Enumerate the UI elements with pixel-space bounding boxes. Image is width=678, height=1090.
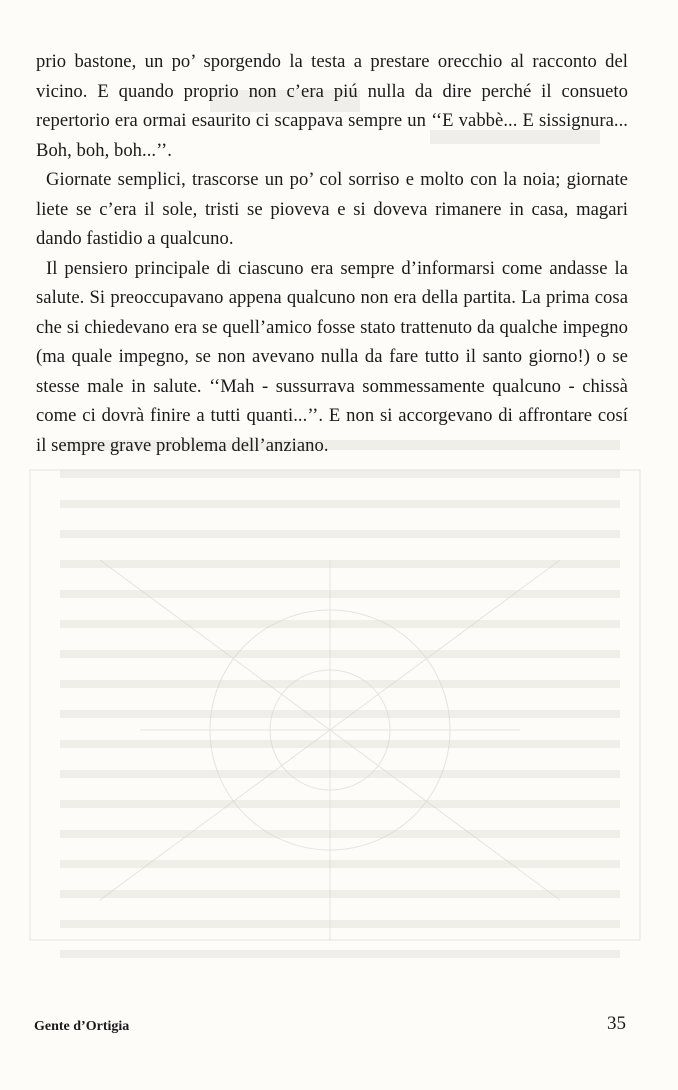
running-footer-title: Gente d’Ortigia [34,1019,130,1034]
paragraph-1: prio bastone, un po’ sporgendo la testa a prestare orecchio al racconto del vicino. E quando proprio non c’era piú nulla da dire perché il consueto repertorio era ormai esaurito ci scappava sempre un ‘‘E vabbè... E sissignura... Boh, boh, boh...’’. [36,51,628,161]
page-number: 35 [607,1013,626,1034]
paragraph-3: Il pensiero principale di ciascuno era sempre d’informarsi come andasse la salute. Si preoccupavano appena qualcuno non era della partita. La prima cosa che si chiedevano era se quell’amico fosse stato trattenuto da qualche impegno (ma quale impegno, se non avevano nulla da fare tutto il santo giorno!) o se stesse male in salute. ‘‘Mah - sussurrava sommessamente qualcuno - chissà come ci dovrà finire a tutti quanti...’’. E non si accorgevano di affrontare cosí il sempre grave problema dell’anziano. [36,257,628,456]
body-text [36,47,628,460]
paragraph-2: Giornate semplici, trascorse un po’ col sorriso e molto con la noia; giornate liete se c’era il sole, tristi se pioveva e si doveva rimanere in casa, magari dando fastidio a qualcuno. [36,169,628,249]
